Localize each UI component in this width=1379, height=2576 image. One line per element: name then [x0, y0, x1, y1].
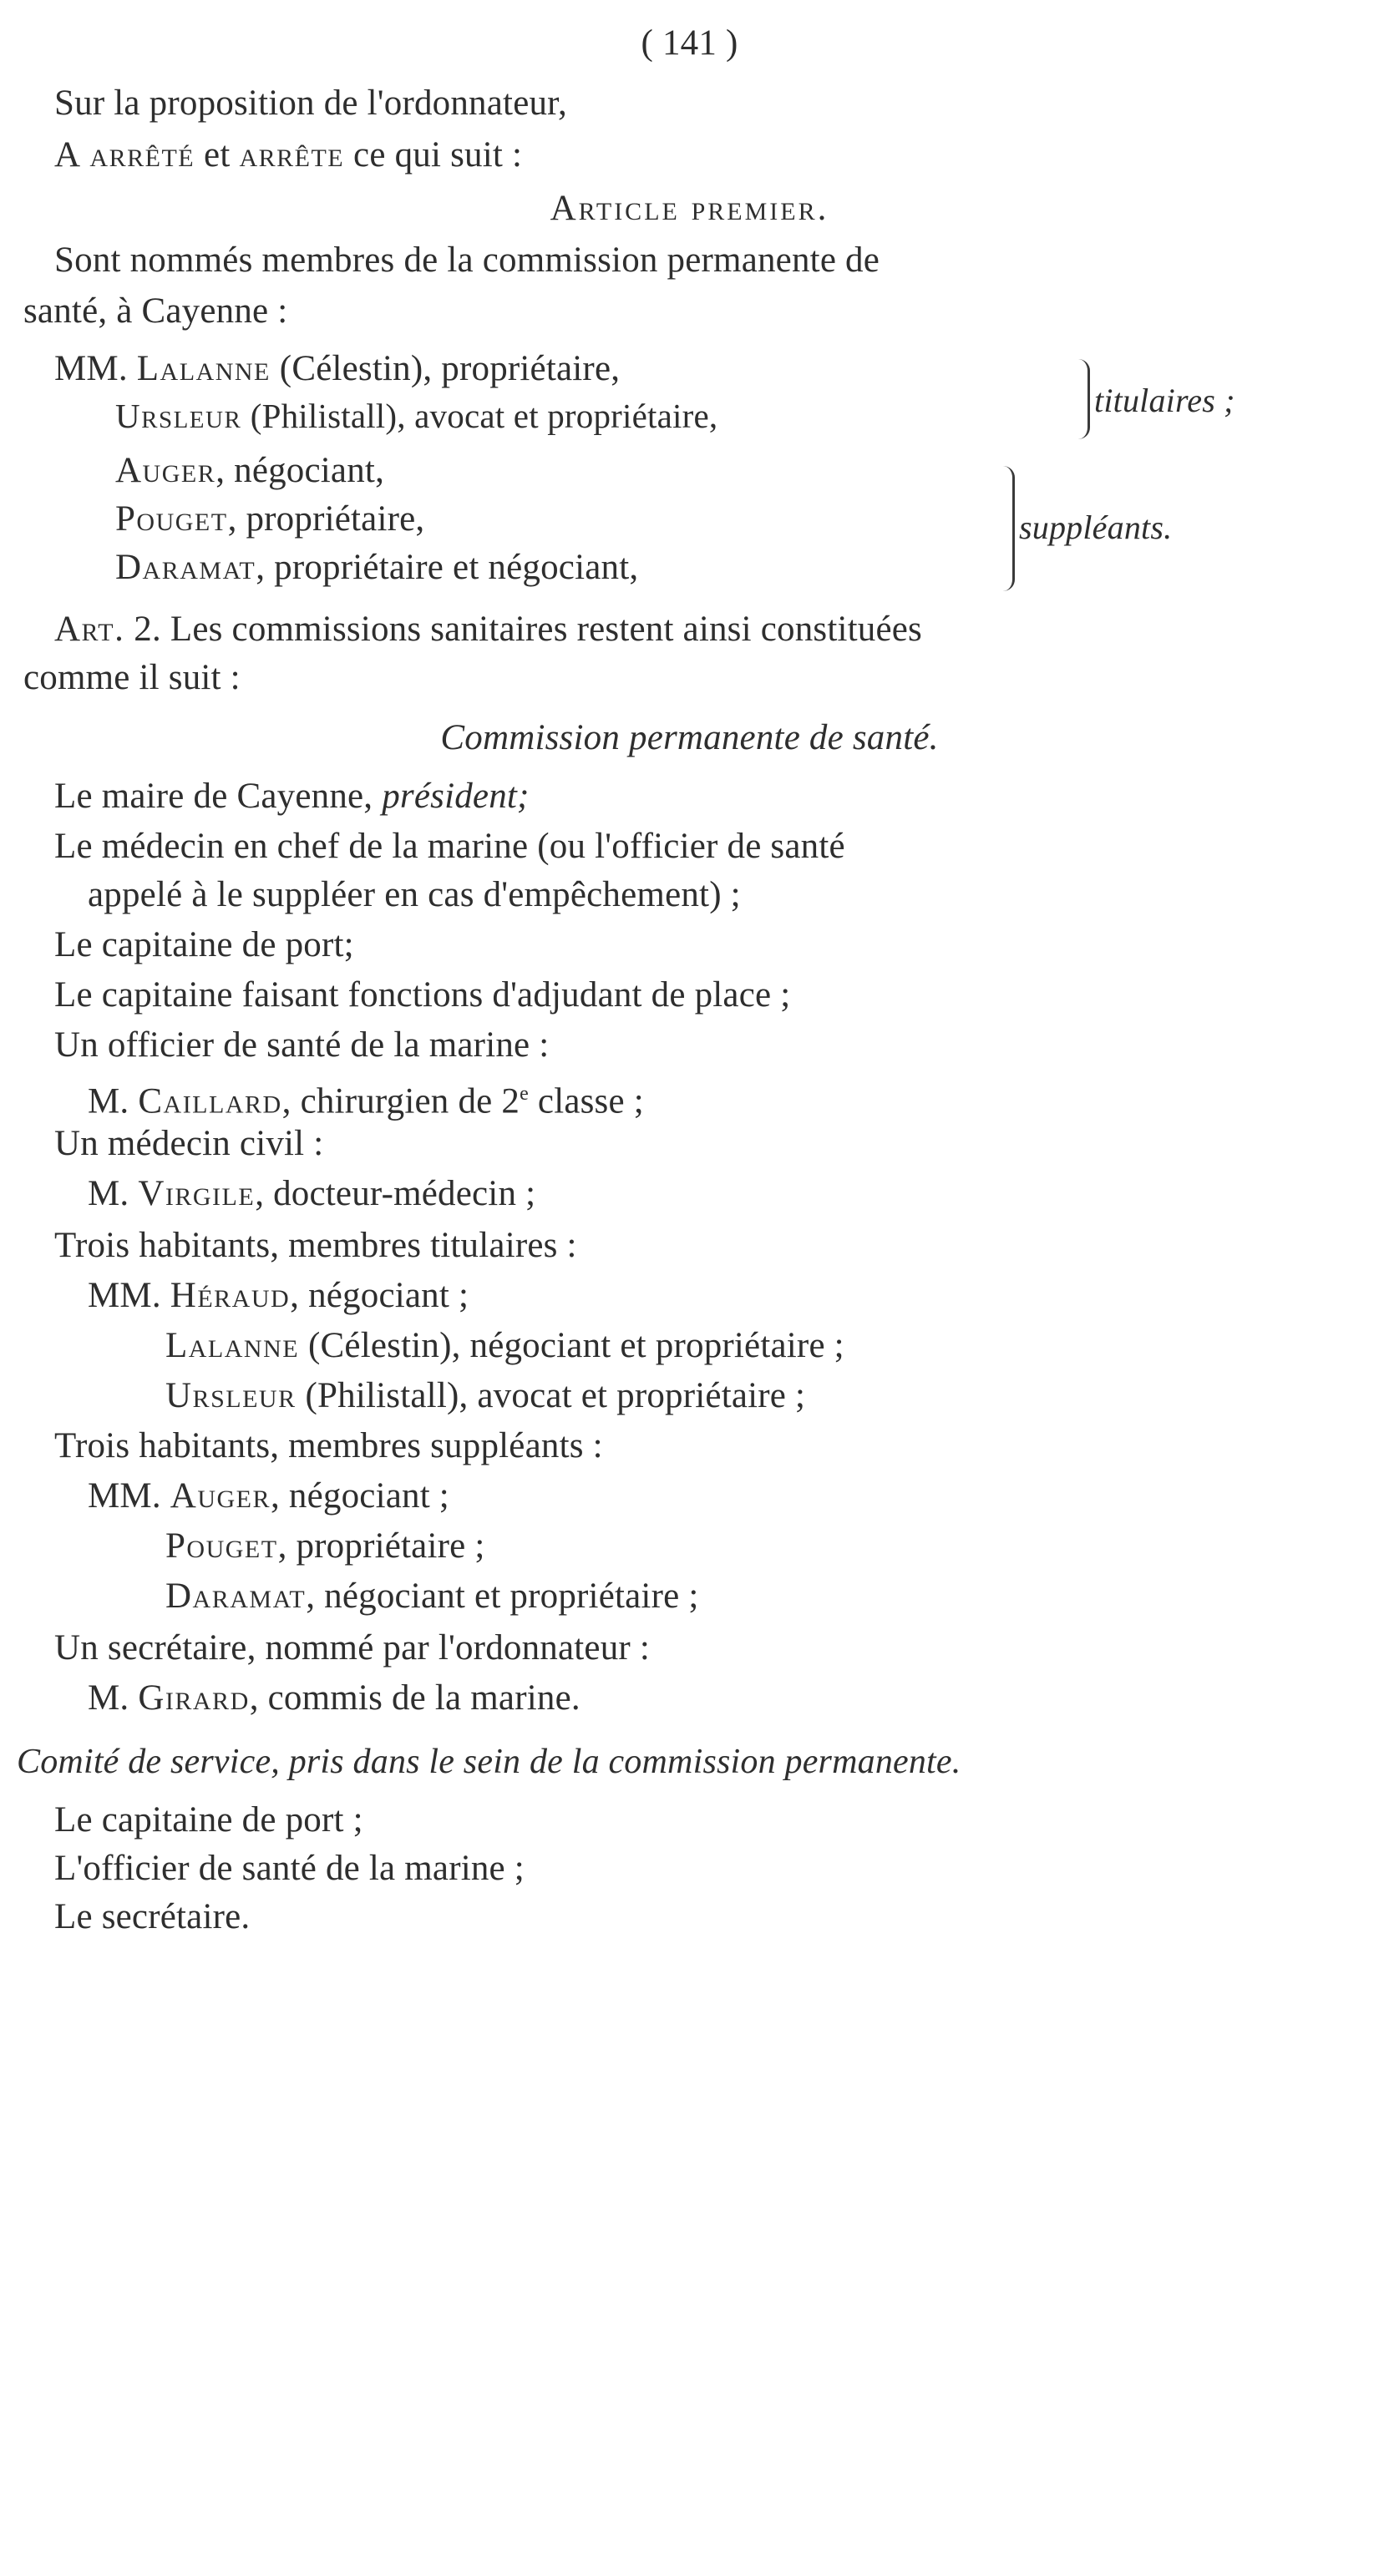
member-capitaine-place: Le capitaine faisant fonctions d'adjudant de place ; — [54, 975, 791, 1015]
label-suppleants: suppléants. — [1019, 509, 1173, 546]
nomination-daramat: Daramat, propriétaire et négociant, — [115, 548, 639, 587]
intro-line-2: A arrêté et arrête ce qui suit : — [54, 135, 523, 175]
name-heraud: Héraud — [170, 1276, 291, 1315]
name-caillard: Caillard — [138, 1081, 282, 1121]
nomination-lalanne: MM. Lalanne (Célestin), propriétaire, — [54, 349, 621, 388]
article1-text-1: Sont nommés membres de la commission permanente de — [54, 240, 880, 280]
arrete-word-2: arrête — [239, 135, 345, 175]
name-daramat: Daramat — [115, 548, 256, 587]
member-ursleur: Ursleur (Philistall), avocat et propriétaire ; — [165, 1376, 806, 1415]
member-auger: MM. Auger, négociant ; — [88, 1476, 449, 1516]
name-lalanne-2: Lalanne — [165, 1326, 300, 1365]
member-heraud: MM. Héraud, négociant ; — [88, 1276, 469, 1315]
page-number: ( 141 ) — [641, 23, 738, 63]
nomination-ursleur: Ursleur (Philistall), avocat et propriétaire, — [115, 397, 718, 435]
comite-heading: Comité de service, pris dans le sein de la commission permanente. — [17, 1743, 961, 1781]
member-medecin-civil: Un médecin civil : — [54, 1124, 324, 1163]
member-maire: Le maire de Cayenne, président; — [54, 777, 530, 816]
article-premier-heading: Article premier. — [550, 189, 829, 228]
article2-text-1: Art. 2. Les commissions sanitaires restent ainsi constituées — [54, 610, 922, 649]
member-secretaire: Un secrétaire, nommé par l'ordonnateur : — [54, 1628, 651, 1668]
art-label: Art. — [54, 610, 125, 649]
member-daramat: Daramat, négociant et propriétaire ; — [165, 1576, 699, 1616]
arrete-word-1: A arrêté — [54, 135, 195, 175]
member-caillard: M. Caillard, chirurgien de 2e classe ; — [88, 1081, 644, 1121]
name-pouget-2: Pouget — [165, 1526, 278, 1566]
name-pouget: Pouget — [115, 499, 228, 539]
name-daramat-2: Daramat — [165, 1576, 307, 1616]
intro-line-1: Sur la proposition de l'ordonnateur, — [54, 84, 567, 123]
member-medecin-line-1: Le médecin en chef de la marine (ou l'officier de santé — [54, 827, 845, 866]
member-trois-titulaires: Trois habitants, membres titulaires : — [54, 1226, 577, 1265]
nomination-auger: Auger, négociant, — [115, 451, 385, 490]
member-capitaine-port: Le capitaine de port; — [54, 925, 354, 964]
nomination-pouget: Pouget, propriétaire, — [115, 499, 425, 539]
brace-titulaires — [1077, 359, 1090, 439]
comite-item-3: Le secrétaire. — [54, 1897, 251, 1936]
member-pouget: Pouget, propriétaire ; — [165, 1526, 485, 1566]
member-trois-suppleants: Trois habitants, membres suppléants : — [54, 1426, 603, 1465]
commission-heading: Commission permanente de santé. — [440, 718, 939, 757]
name-girard: Girard — [138, 1678, 250, 1718]
comite-item-2: L'officier de santé de la marine ; — [54, 1849, 525, 1888]
member-medecin-line-2: appelé à le suppléer en cas d'empêchement) ; — [88, 875, 741, 914]
article1-text-2: santé, à Cayenne : — [23, 291, 288, 331]
name-auger: Auger — [115, 451, 216, 490]
member-officier: Un officier de santé de la marine : — [54, 1025, 550, 1065]
name-virgile: Virgile — [138, 1174, 256, 1213]
brace-suppleants — [1002, 466, 1015, 591]
article2-text-2: comme il suit : — [23, 658, 241, 697]
member-girard: M. Girard, commis de la marine. — [88, 1678, 580, 1718]
name-ursleur: Ursleur — [115, 397, 242, 435]
name-lalanne: Lalanne — [136, 349, 271, 388]
name-ursleur-2: Ursleur — [165, 1376, 297, 1415]
label-titulaires: titulaires ; — [1094, 382, 1235, 419]
member-lalanne: Lalanne (Célestin), négociant et propriétaire ; — [165, 1326, 844, 1365]
member-virgile: M. Virgile, docteur-médecin ; — [88, 1174, 536, 1213]
name-auger-2: Auger — [170, 1476, 271, 1516]
comite-item-1: Le capitaine de port ; — [54, 1800, 363, 1840]
